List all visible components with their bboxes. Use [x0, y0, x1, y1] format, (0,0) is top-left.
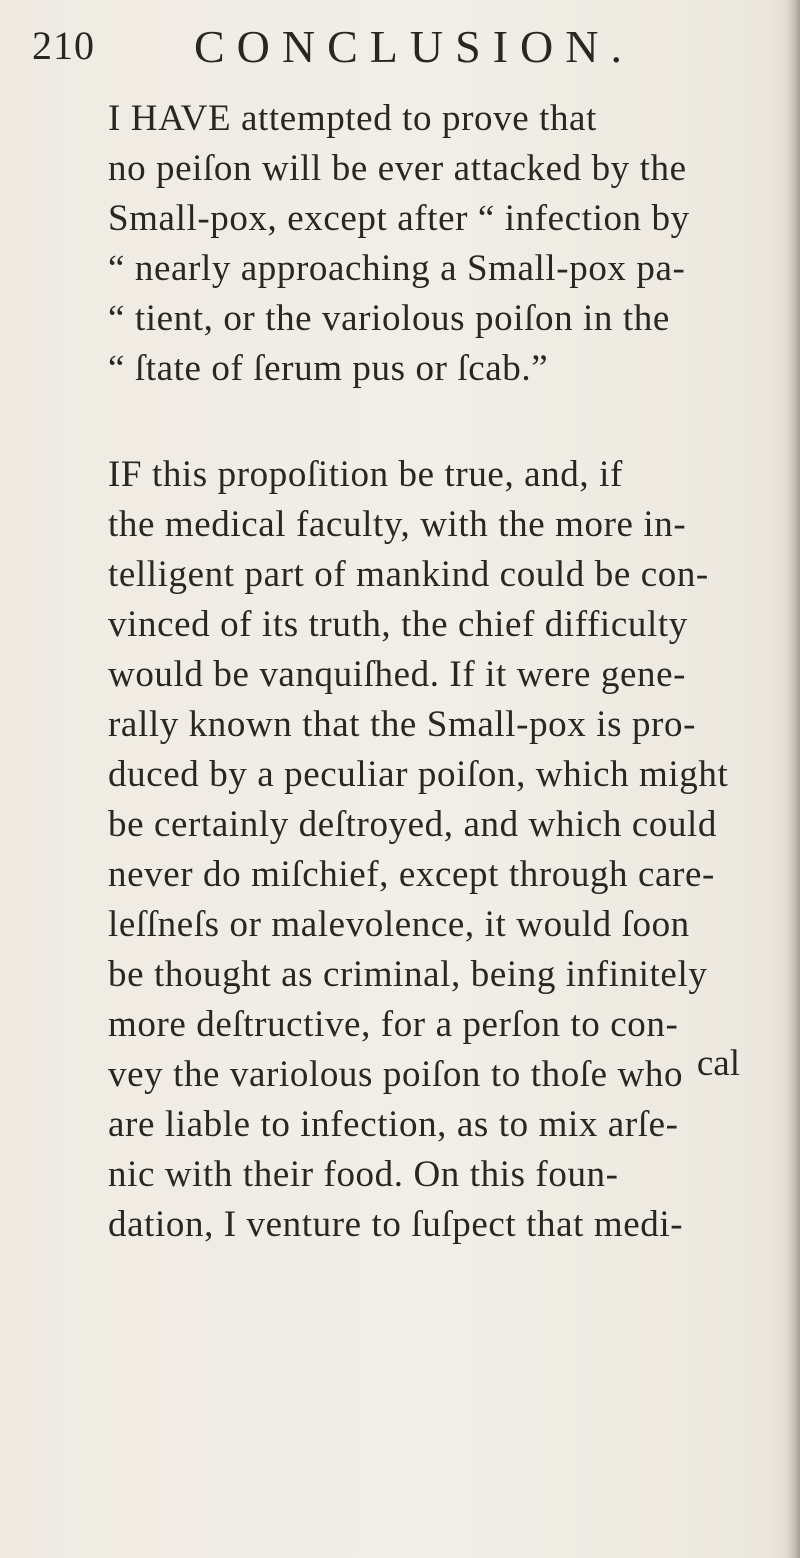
text-line: dation, I venture to ſuſpect that medi- — [108, 1204, 684, 1245]
text-line: duced by a peculiar poiſon, which might — [108, 754, 729, 795]
text-line: be certainly deſtroyed, and which could — [108, 804, 718, 845]
text-line: the medical faculty, with the more in- — [108, 504, 687, 545]
text-line: be thought as criminal, being infinitely — [108, 954, 708, 995]
text-line: more deſtructive, for a perſon to con- — [108, 1004, 679, 1045]
text-line: rally known that the Small-pox is pro- — [108, 704, 696, 745]
text-line: I HAVE attempted to prove that — [108, 98, 597, 139]
text-line: “ ſtate of ſerum pus or ſcab.” — [108, 348, 549, 389]
body-text — [108, 94, 796, 1250]
page-header — [32, 14, 732, 70]
page-number: 210 — [32, 23, 95, 68]
paragraph-gap — [108, 394, 796, 450]
running-head: CONCLUSION. — [194, 21, 634, 72]
text-line: vey the variolous poiſon to thoſe who — [108, 1054, 684, 1095]
text-line: vinced of its truth, the chief difficulty — [108, 604, 688, 645]
text-line: IF this propoſition be true, and, if — [108, 454, 623, 495]
text-line: “ tient, or the variolous poiſon in the — [108, 298, 670, 339]
text-line: never do miſchief, except through care- — [108, 854, 715, 895]
text-line: “ nearly approaching a Small-pox pa- — [108, 248, 686, 289]
text-line: telligent part of mankind could be con- — [108, 554, 709, 595]
text-line: leſſneſs or malevolence, it would ſoon — [108, 904, 690, 945]
text-line: would be vanquiſhed. If it were gene- — [108, 654, 687, 695]
text-line: are liable to infection, as to mix arſe- — [108, 1104, 679, 1145]
text-line: Small-pox, except after “ infection by — [108, 198, 690, 239]
text-line: no peiſon will be ever attacked by the — [108, 148, 687, 189]
text-line: nic with their food. On this foun- — [108, 1154, 619, 1195]
catchword: cal — [696, 1043, 740, 1084]
